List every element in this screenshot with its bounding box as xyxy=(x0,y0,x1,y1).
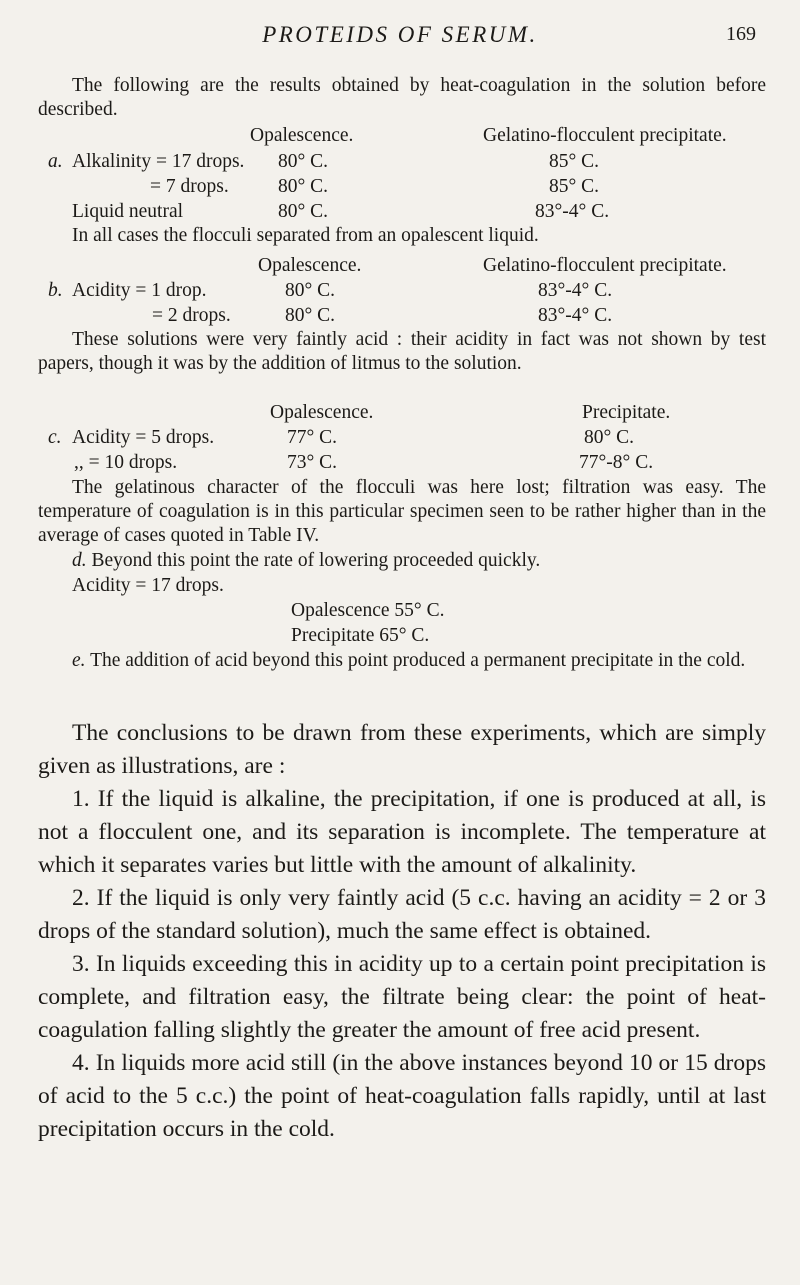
note-c: The gelatinous character of the flocculi was here lost; filtration was easy. The temperature of coagulation is in this particular specimen seen to be rather higher than in the average of cases quoted in Table IV. xyxy=(38,477,766,546)
intro-paragraph: The following are the results obtained by heat-coagulation in the solution before described. xyxy=(38,75,766,120)
row-opalescence: 80° C. xyxy=(278,201,329,222)
row-label: b. xyxy=(48,280,63,301)
page-header xyxy=(0,22,800,52)
table-b-header-opalescence: Opalescence. xyxy=(258,255,362,276)
list-item: 4. In liquids more acid still (in the above instances beyond 10 or 15 drops of acid to the 5 c.c.) the point of heat-coagulation falls rapidly, until at last precipitation occurs in the cold. xyxy=(38,1050,766,1142)
d-label: d. xyxy=(72,550,87,571)
d-text: Beyond this point the rate of lowering proceeded quickly. xyxy=(91,550,541,571)
list-item: 3. In liquids exceeding this in acidity up to a certain point precipitation is complete, and filtration easy, the filtrate being clear: the point of heat-coagulation falling slightly the greater the amount of free acid present. xyxy=(38,951,766,1043)
row-precipitate: 80° C. xyxy=(584,427,635,448)
row-precipitate: 83°-4° C. xyxy=(535,201,610,222)
conclusions-intro: The conclusions to be drawn from these experiments, which are simply given as illustrations, are : xyxy=(38,720,766,779)
row-opalescence: 77° C. xyxy=(287,427,338,448)
note-b: These solutions were very faintly acid : their acidity in fact was not shown by test papers, though it was by the addition of litmus to the solution. xyxy=(38,329,766,374)
row-condition: = 7 drops. xyxy=(150,176,229,197)
row-precipitate: 77°-8° C. xyxy=(579,452,654,473)
d-line xyxy=(72,549,540,573)
d-acidity: Acidity = 17 drops. xyxy=(72,575,224,596)
row-condition: Alkalinity = 17 drops. xyxy=(72,151,245,172)
page-number: 169 xyxy=(726,23,756,45)
list-item: 2. If the liquid is only very faintly acid (5 c.c. having an acidity = 2 or 3 drops of the standard solution), much the same effect is obtained. xyxy=(38,885,766,944)
row-condition: Acidity = 5 drops. xyxy=(72,427,215,448)
d-precipitate: Precipitate 65° C. xyxy=(291,625,430,646)
list-item: 1. If the liquid is alkaline, the precipitation, if one is produced at all, is not a flocculent one, and its separation is incomplete. The temperature at which it separates varies but little with the amount of alkalinity. xyxy=(38,786,766,878)
table-c-header-precipitate: Precipitate. xyxy=(582,402,671,423)
row-label: a. xyxy=(48,151,63,172)
section-e xyxy=(38,649,766,673)
conclusions xyxy=(38,717,766,1146)
table-a-header-precipitate: Gelatino-flocculent precipitate. xyxy=(483,125,727,146)
row-precipitate: 83°-4° C. xyxy=(538,305,613,326)
row-condition: Liquid neutral xyxy=(72,201,184,222)
row-precipitate: 85° C. xyxy=(549,151,600,172)
row-opalescence: 80° C. xyxy=(278,151,329,172)
row-precipitate: 85° C. xyxy=(549,176,600,197)
table-b-header-precipitate: Gelatino-flocculent precipitate. xyxy=(483,255,727,276)
row-opalescence: 73° C. xyxy=(287,452,338,473)
row-condition: = 2 drops. xyxy=(152,305,231,326)
e-text: The addition of acid beyond this point produced a permanent precipitate in the cold. xyxy=(90,650,746,671)
note-a: In all cases the flocculi separated from an opalescent liquid. xyxy=(72,225,539,246)
table-a-header-opalescence: Opalescence. xyxy=(250,125,354,146)
table-c-header-opalescence: Opalescence. xyxy=(270,402,374,423)
e-label: e. xyxy=(72,650,86,671)
row-precipitate: 83°-4° C. xyxy=(538,280,613,301)
row-opalescence: 80° C. xyxy=(285,305,336,326)
d-opalescence: Opalescence 55° C. xyxy=(291,600,445,621)
row-opalescence: 80° C. xyxy=(285,280,336,301)
running-title: PROTEIDS OF SERUM. xyxy=(262,22,538,47)
row-condition: Acidity = 1 drop. xyxy=(72,280,207,301)
row-opalescence: 80° C. xyxy=(278,176,329,197)
row-condition: ,, = 10 drops. xyxy=(74,452,178,473)
row-label: c. xyxy=(48,427,62,448)
